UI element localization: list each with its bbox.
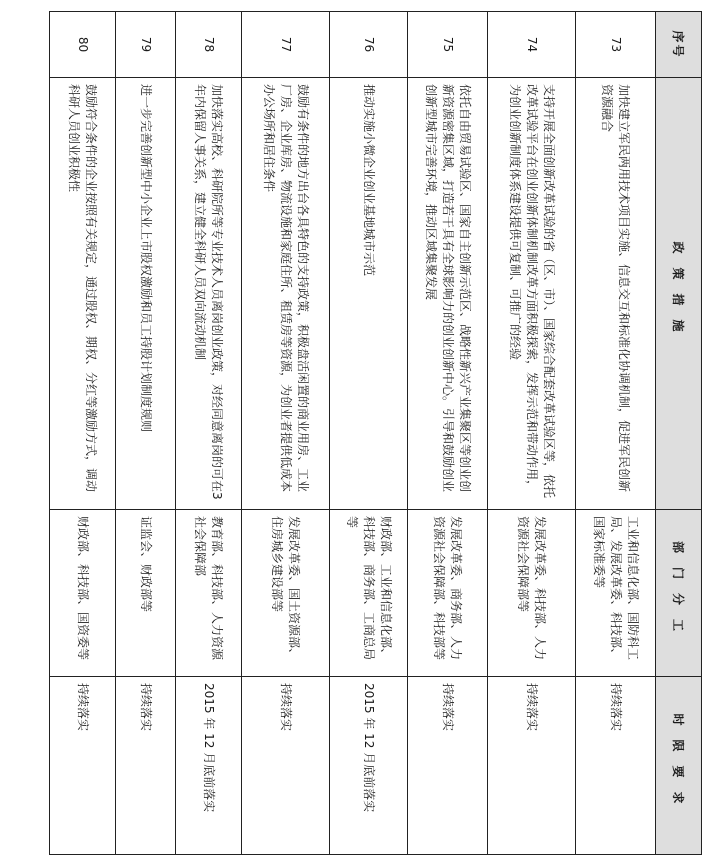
row-dept: 财政部、科技部、国资委等 [50,510,116,677]
row-policy: 支持开展全面创新改革试验的省（区、市）、国家综合配套改革试验区等，依托改革试验平台在创业创新体制机制改革方面积极探索，发挥示范和带动作用，为创业创新制度体系建设提供可复制、可推广的经验 [488,78,576,510]
table-row [408,12,488,855]
row-number: 77 [242,12,330,78]
row-policy: 鼓励符合条件的企业按照有关规定，通过股权、期权、分红等激励方式，调动科研人员创业积极性 [50,78,116,510]
row-req: 持续落实 [576,677,656,855]
row-req: 持续落实 [116,677,176,855]
row-dept: 工业和信息化部、国防科工局、发展改革委、科技部、国家标准委等 [576,510,656,677]
header-num: 序号 [656,12,702,78]
row-req: 持续落实 [488,677,576,855]
row-dept: 证监会、财政部等 [116,510,176,677]
row-policy: 进一步完善创新型中小企业上市股权激励和员工持股计划制度规则 [116,78,176,510]
row-req: 持续落实 [408,677,488,855]
header-dept: 部门分工 [656,510,702,677]
row-number: 78 [176,12,242,78]
row-policy: 鼓励有条件的地方出台各具特色的支持政策，积极盘活闲置的商业用房、工业厂房、企业库房、物流设施和家庭住所、租赁房等资源，为创业者提供低成本办公场所和居住条件 [242,78,330,510]
table-row [242,12,330,855]
row-policy: 加快建立军民两用技术项目实施、信息交互和标准化协调机制，促进军民创新资源融合 [576,78,656,510]
row-number: 73 [576,12,656,78]
table-row [50,12,116,855]
row-policy: 推动实施小微企业创业基地城市示范 [330,78,408,510]
policy-table [49,11,702,855]
row-number: 80 [50,12,116,78]
table-row [330,12,408,855]
table-row [176,12,242,855]
row-dept: 财政部、工业和信息化部、科技部、商务部、工商总局等 [330,510,408,677]
header-policy: 政策措施 [656,78,702,510]
row-number: 76 [330,12,408,78]
row-dept: 发展改革委、商务部、人力资源社会保障部、科技部等 [408,510,488,677]
row-dept: 教育部、科技部、人力资源社会保障部 [176,510,242,677]
row-number: 79 [116,12,176,78]
row-req: 持续落实 [242,677,330,855]
row-req: 2015 年 12 月底前落实 [330,677,408,855]
row-number: 75 [408,12,488,78]
row-req: 2015 年 12 月底前落实 [176,677,242,855]
row-dept: 发展改革委、国土资源部、住房城乡建设部等 [242,510,330,677]
row-number: 74 [488,12,576,78]
header-req: 时限要求 [656,677,702,855]
table-row [116,12,176,855]
row-req: 持续落实 [50,677,116,855]
row-policy: 依托自由贸易试验区、国家自主创新示范区、战略性新兴产业集聚区等创业创新资源密集区域，打造若干具有全球影响力的创业创新中心。引导和鼓励创业创新型城市完善环境，推动区域集聚发展 [408,78,488,510]
row-policy: 加快落实高校、科研院所等专业技术人员离岗创业政策，对经同意离岗的可在3年内保留人事关系，建立健全科研人员双向流动机制 [176,78,242,510]
row-dept: 发展改革委、科技部、人力资源社会保障部等 [488,510,576,677]
header-row [656,12,702,855]
table-row [576,12,656,855]
table-row [488,12,576,855]
